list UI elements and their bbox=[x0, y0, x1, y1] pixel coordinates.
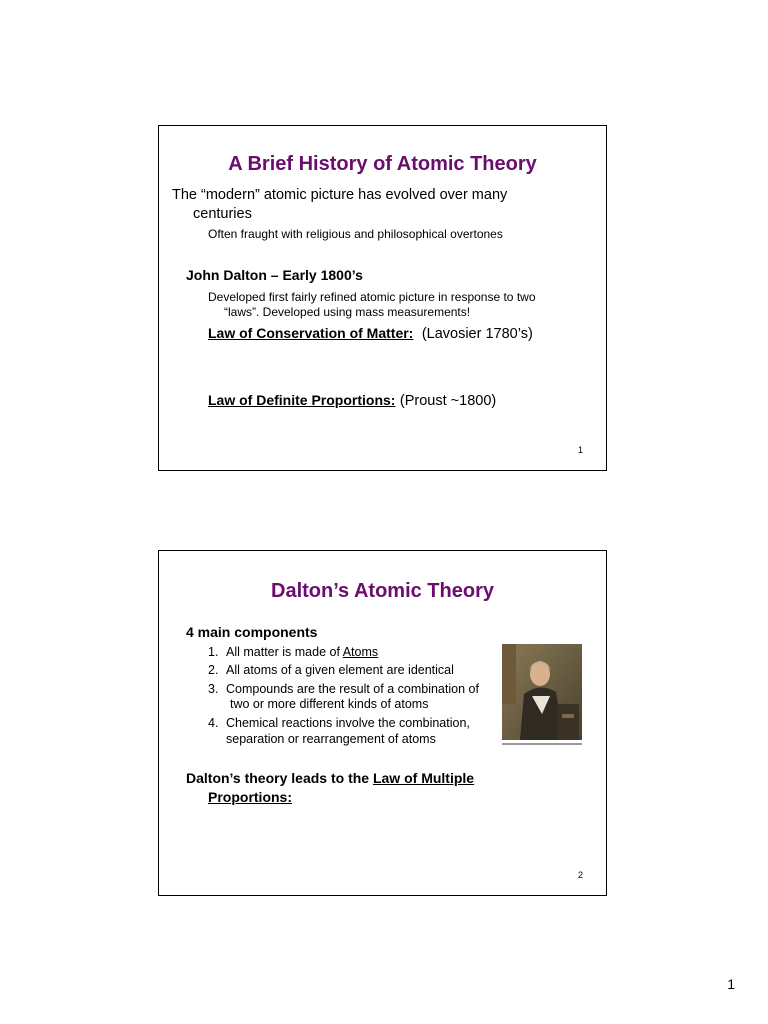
dalton-desc-line-2: “laws”. Developed using mass measurements! bbox=[224, 305, 471, 319]
component-item-1: 1. All matter is made of Atoms bbox=[208, 645, 379, 659]
components-heading: 4 main components bbox=[186, 624, 318, 640]
atoms-link: Atoms bbox=[342, 645, 379, 659]
slide-2-title: Dalton’s Atomic Theory bbox=[271, 580, 494, 602]
law-definite-label: Law of Definite Proportions: bbox=[208, 392, 396, 408]
sub-note: Often fraught with religious and philosophical overtones bbox=[208, 227, 503, 241]
law-conservation-label: Law of Conservation of Matter: bbox=[208, 325, 414, 341]
law-multiple-link: Law of Multiple bbox=[372, 770, 475, 786]
slide-2 bbox=[158, 550, 607, 896]
component-item-3-cont: two or more different kinds of atoms bbox=[230, 697, 429, 711]
dalton-heading: John Dalton – Early 1800’s bbox=[186, 267, 363, 283]
component-item-4: 4. Chemical reactions involve the combination, bbox=[208, 716, 470, 730]
slide-2-page-number: 2 bbox=[578, 870, 584, 880]
slide-1-page-number: 1 bbox=[578, 445, 584, 455]
dalton-desc-line-1: Developed first fairly refined atomic picture in response to two bbox=[208, 290, 536, 304]
component-item-3: 3. Compounds are the result of a combination of bbox=[208, 682, 479, 696]
component-item-2: 2. All atoms of a given element are identical bbox=[208, 663, 454, 677]
law-conservation-note: (Lavosier 1780’s) bbox=[421, 326, 533, 342]
law-definite-note: (Proust ~1800) bbox=[399, 393, 497, 409]
law-conservation-row bbox=[208, 325, 533, 343]
leads-line-2: Proportions: bbox=[208, 789, 292, 805]
intro-line-1: The “modern” atomic picture has evolved over many bbox=[172, 187, 508, 203]
slide-1-title: A Brief History of Atomic Theory bbox=[228, 153, 537, 175]
leads-line-1: Dalton’s theory leads to the Law of Multiple bbox=[186, 770, 475, 786]
slide-1 bbox=[158, 125, 607, 471]
dalton-portrait bbox=[502, 644, 582, 740]
dalton-portrait-image bbox=[502, 644, 582, 740]
law-definite-row bbox=[208, 392, 496, 410]
component-item-4-cont: separation or rearrangement of atoms bbox=[226, 732, 436, 746]
image-credit-line bbox=[502, 743, 582, 745]
document-page-number: 1 bbox=[727, 976, 735, 992]
intro-line-2: centuries bbox=[193, 206, 252, 222]
